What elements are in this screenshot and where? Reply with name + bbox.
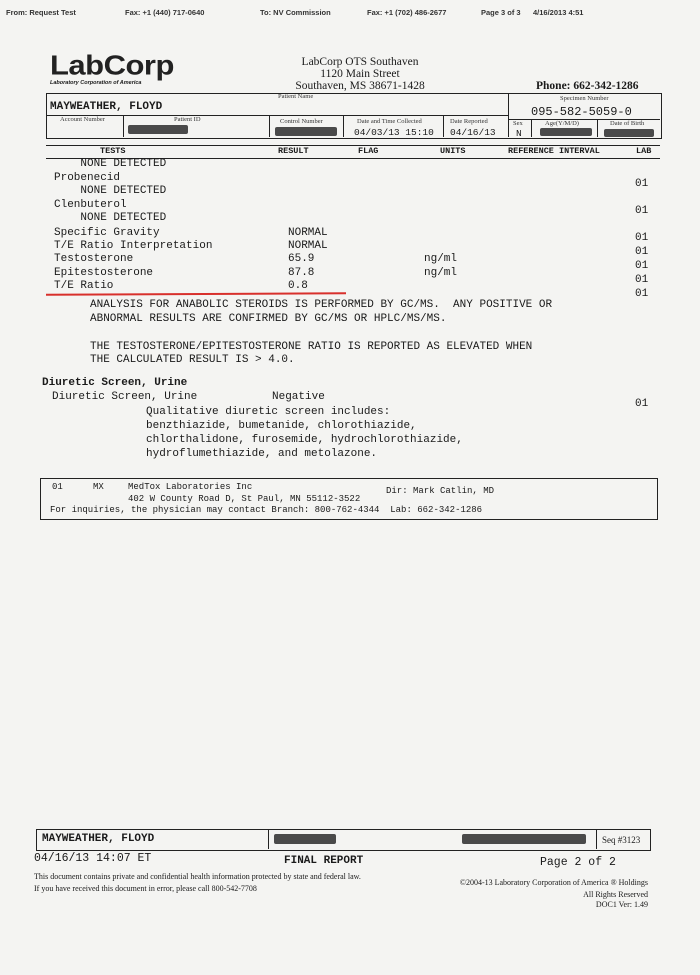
result-test: Testosterone: [54, 253, 134, 265]
note-line: ANALYSIS FOR ANABOLIC STEROIDS IS PERFORMED BY GC/MS. ANY POSITIVE OR: [90, 299, 553, 311]
footer-privacy-error: If you have received this document in error, please call 800-542-7708: [34, 884, 257, 893]
fax-to-number: Fax: +1 (702) 486-2677: [367, 8, 447, 17]
fax-page: Page 3 of 3: [481, 8, 521, 17]
col-tests: TESTS: [100, 146, 126, 156]
lab-address-footer: 402 W County Road D, St Paul, MN 55112-3522: [128, 494, 361, 504]
patient-name: MAYWEATHER, FLOYD: [50, 101, 163, 113]
dob-label: Date of Birth: [610, 120, 645, 127]
fax-from: From: Request Test: [6, 8, 76, 17]
note-line: THE TESTOSTERONE/EPITESTOSTERONE RATIO IS REPORTED AS ELEVATED WHEN: [90, 341, 533, 353]
result-lab: 01: [635, 205, 649, 217]
result-units: ng/ml: [424, 267, 458, 279]
lab-address: [270, 56, 450, 92]
diuretic-section-title: Diuretic Screen, Urine: [42, 377, 188, 389]
collected-value: 04/03/13 15:10: [354, 127, 434, 138]
note-line: ABNORMAL RESULTS ARE CONFIRMED BY GC/MS OR HPLC/MS/MS.: [90, 313, 447, 325]
reported-label: Date Reported: [450, 118, 488, 125]
footer-doc-version: DOC1 Ver: 1.49: [595, 900, 648, 909]
diuretic-desc: hydroflumethiazide, and metolazone.: [146, 448, 378, 460]
control-label: Control Number: [280, 118, 323, 125]
labcorp-logo: [50, 49, 174, 86]
reported-value: 04/16/13: [450, 127, 496, 138]
patient-name-label: Patient Name: [278, 93, 314, 100]
diuretic-desc: Qualitative diuretic screen includes:: [146, 406, 391, 418]
result-test: T/E Ratio Interpretation: [54, 240, 213, 252]
lab-director: Dir: Mark Catlin, MD: [386, 486, 495, 496]
footer-datetime: 04/16/13 14:07 ET: [34, 852, 152, 865]
control-redaction: [275, 127, 337, 136]
footer-redaction: [274, 834, 336, 844]
account-label: Account Number: [60, 116, 105, 123]
result-lab: 01: [635, 260, 649, 272]
result-lab: 01: [635, 274, 649, 286]
patient-id-label: Patient ID: [174, 116, 201, 123]
result-test: Epitestosterone: [54, 267, 154, 279]
logo-wordmark: LabCorp: [50, 49, 174, 81]
diuretic-desc: benzthiazide, bumetanide, chlorothiazide,: [146, 420, 417, 432]
fax-timestamp: 4/16/2013 4:51: [533, 8, 584, 17]
footer-privacy: This document contains private and confidential health information protected by state and federal law.: [34, 872, 361, 881]
result-units: ng/ml: [424, 253, 458, 265]
result-lab: 01: [635, 246, 649, 258]
collected-label: Date and Time Collected: [357, 118, 422, 125]
lab-abbr: MX: [93, 482, 104, 492]
col-reference: REFERENCE INTERVAL: [508, 146, 600, 156]
result-test: NONE DETECTED: [54, 185, 167, 197]
diuretic-lab: 01: [635, 398, 649, 410]
result-test: Probenecid: [54, 172, 121, 184]
result-value: 87.8: [288, 267, 315, 279]
lab-street: 1120 Main Street: [320, 68, 400, 80]
patient-id-redaction: [128, 125, 188, 134]
footer-patient-name: MAYWEATHER, FLOYD: [42, 833, 155, 845]
result-value: NORMAL: [288, 227, 328, 239]
lab-city: Southaven, MS 38671-1428: [295, 80, 425, 92]
highlight-underline: [46, 292, 346, 296]
col-units: UNITS: [440, 146, 466, 156]
result-value: 0.8: [288, 280, 308, 292]
lab-name-footer: MedTox Laboratories Inc: [128, 482, 253, 492]
dob-redaction: [604, 129, 654, 137]
footer-page: Page 2 of 2: [540, 856, 616, 869]
diuretic-test: Diuretic Screen, Urine: [52, 391, 198, 403]
lab-code: 01: [52, 482, 63, 492]
footer-copyright: ©2004-13 Laboratory Corporation of America ® Holdings: [459, 878, 648, 887]
result-lab: 01: [635, 178, 649, 190]
result-value: 65.9: [288, 253, 315, 265]
inquiries-line: For inquiries, the physician may contact Branch: 800-762-4344 Lab: 662-342-1286: [50, 505, 483, 515]
col-flag: FLAG: [358, 146, 379, 156]
footer-final-report: FINAL REPORT: [284, 855, 364, 867]
specimen-label: Specimen Number: [560, 95, 609, 102]
age-label: Age(Y/M/D): [545, 120, 579, 127]
logo-tagline: Laboratory Corporation of America: [50, 80, 142, 86]
specimen-number: 095-582-5059-0: [531, 105, 632, 119]
result-lab: 01: [635, 288, 649, 300]
fax-from-number: Fax: +1 (440) 717-0640: [125, 8, 205, 17]
note-line: THE CALCULATED RESULT IS > 4.0.: [90, 354, 295, 366]
footer-seq: Seq #3123: [602, 835, 641, 845]
result-test: T/E Ratio: [54, 280, 114, 292]
fax-to: To: NV Commission: [260, 8, 331, 17]
result-value: NORMAL: [288, 240, 328, 252]
col-result: RESULT: [278, 146, 309, 156]
footer-redaction: [462, 834, 586, 844]
result-lab: 01: [635, 232, 649, 244]
result-test: NONE DETECTED: [54, 212, 167, 224]
lab-phone: Phone: 662-342-1286: [536, 80, 639, 92]
age-redaction: [540, 128, 592, 136]
result-test: NONE DETECTED: [54, 158, 167, 170]
footer-rights: All Rights Reserved: [583, 890, 648, 899]
diuretic-desc: chlorthalidone, furosemide, hydrochlorothiazide,: [146, 434, 463, 446]
result-test: Specific Gravity: [54, 227, 160, 239]
lab-name: LabCorp OTS Southaven: [301, 56, 419, 68]
result-test: Clenbuterol: [54, 199, 127, 211]
col-lab: LAB: [636, 146, 652, 156]
sex-value: N: [516, 128, 522, 139]
diuretic-result: Negative: [272, 391, 325, 403]
sex-label: Sex: [513, 120, 523, 127]
